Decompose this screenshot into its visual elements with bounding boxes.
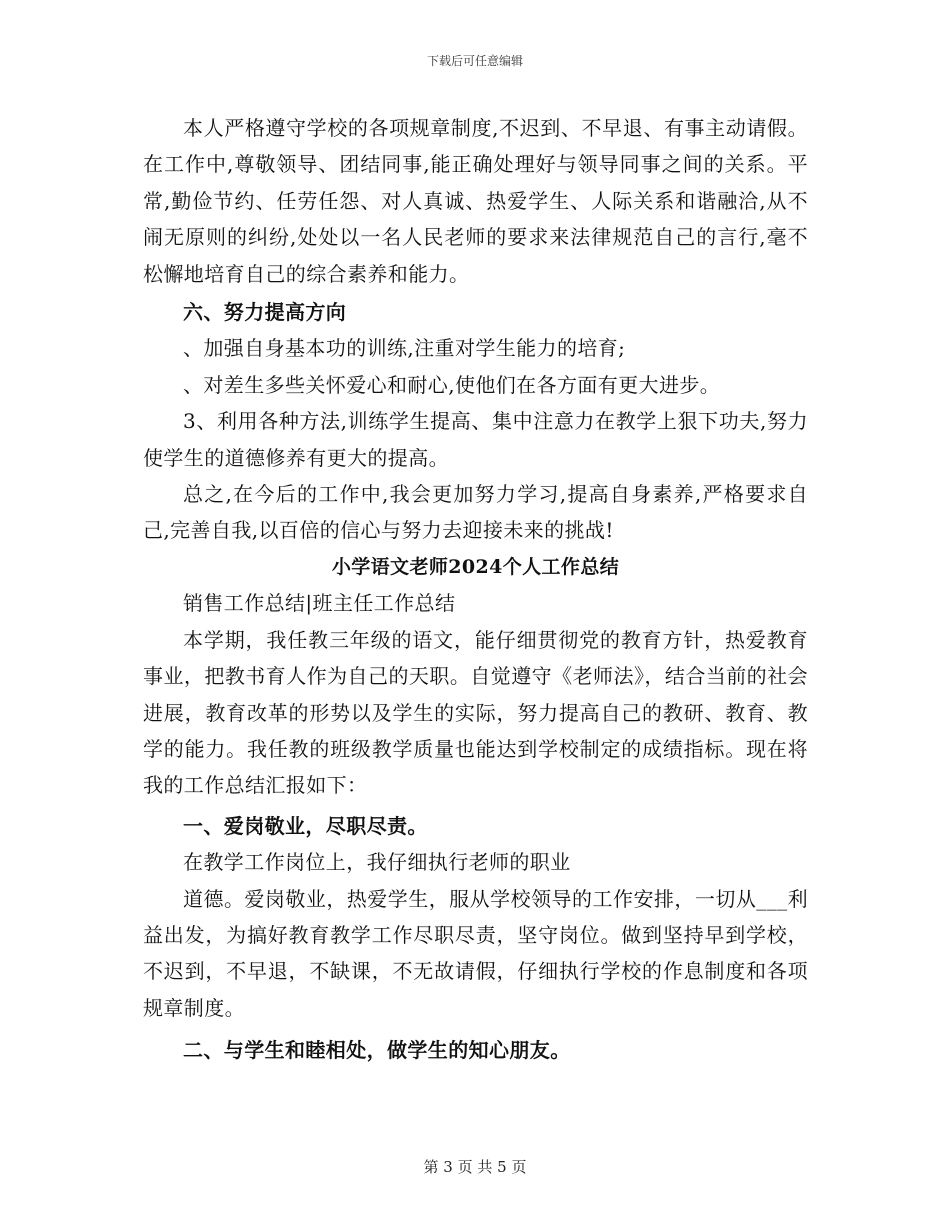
list-item-1: 、加强自身基本功的训练,注重对学生能力的培育; [183, 336, 626, 361]
list-item-2: 、对差生多些关怀爱心和耐心,使他们在各方面有更大进步。 [183, 372, 721, 397]
paragraph-line: 在教学工作岗位上，我仔细执行老师的职业 [183, 850, 571, 875]
paragraph-duty: 道德。爱岗敬业，热爱学生，服从学校领导的工作安排，一切从___利益出发，为搞好教育教学工作尽职尽责，坚守岗位。做到坚持早到学校，不迟到，不早退，不缺课，不无故请假，仔细执行学校的作息制度和各项规章制度。 [143, 886, 808, 1020]
page-footer: 第 3 页 共 5 页 [423, 1158, 527, 1176]
paragraph-discipline: 本人严格遵守学校的各项规章制度,不迟到、不早退、有事主动请假。在工作中,尊敬领导、团结同事,能正确处理好与领导同事之间的关系。平常,勤俭节约、任劳任怨、对人真诚、热爱学生、人际关系和谐融洽,从不闹无原则的纠纷,处处以一名人民老师的要求来法律规范自己的言行,毫不松懈地培育自己的综合素养和能力。 [143, 116, 808, 286]
section-heading-2: 二、与学生和睦相处，做学生的知心朋友。 [183, 1038, 571, 1063]
section-heading-1: 一、爱岗敬业，尽职尽责。 [183, 813, 428, 838]
list-item-3: 3、利用各种方法,训练学生提高、集中注意力在教学上狠下功夫,努力使学生的道德修养有更大的提高。 [143, 409, 808, 470]
section-heading-improvement: 六、努力提高方向 [183, 300, 347, 325]
document-body [143, 110, 808, 1069]
document-title: 小学语文老师2024个人工作总结 [331, 555, 620, 578]
paragraph-conclusion: 总之,在今后的工作中,我会更加努力学习,提高自身素养,严格要求自己,完善自我,以百倍的信心与努力去迎接未来的挑战! [143, 482, 808, 543]
related-links[interactable]: 销售工作总结|班主任工作总结 [183, 591, 456, 616]
page-header: 下载后可任意编辑 [426, 54, 523, 68]
paragraph-intro: 本学期，我任教三年级的语文，能仔细贯彻党的教育方针，热爱教育事业，把教书育人作为自己的天职。自觉遵守《老师法》，结合当前的社会进展，教育改革的形势以及学生的实际，努力提高自己的教研、教育、教学的能力。我任教的班级教学质量也能达到学校制定的成绩指标。现在将我的工作总结汇报如下： [143, 627, 808, 798]
